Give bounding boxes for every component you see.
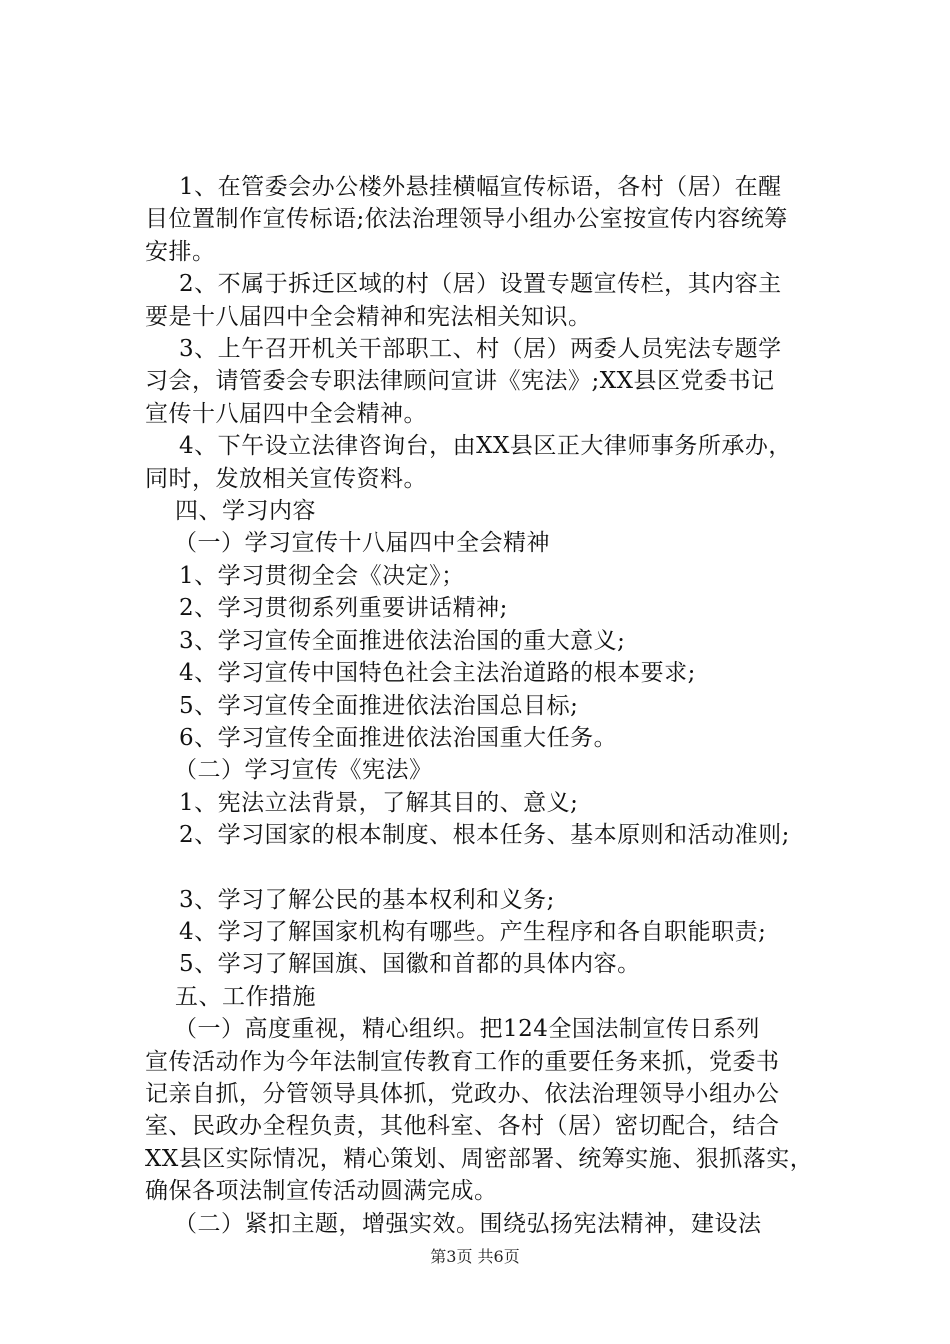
document-line: XX县区实际情况，精心策划、周密部署、统筹实施、狠抓落实， [145, 1145, 814, 1172]
document-line: 6、学习宣传全面推进依法治国重大任务。 [179, 724, 618, 751]
document-line: 2、学习国家的根本制度、根本任务、基本原则和活动准则; [179, 822, 790, 849]
document-line: 安排。 [145, 238, 216, 265]
document-line: 1、学习贯彻全会《决定》； [179, 562, 465, 589]
document-line: 5、学习了解国旗、国徽和首都的具体内容。 [179, 951, 641, 978]
document-line: 要是十八届四中全会精神和宪法相关知识。 [145, 303, 592, 330]
document-line: 3、学习了解公民的基本权利和义务; [179, 886, 555, 913]
page-footer: 第3页 共6页 [430, 1247, 520, 1266]
document-line: （一）学习宣传十八届四中全会精神 [174, 530, 550, 557]
document-line: （二）学习宣传《宪法》 [174, 757, 433, 784]
document-line: 室、民政办全程负责，其他科室、各村（居）密切配合，结合 [145, 1113, 780, 1140]
document-line: 确保各项法制宣传活动圆满完成。 [145, 1178, 498, 1205]
document-line: 4、学习了解国家机构有哪些。产生程序和各自职能职责; [179, 918, 767, 945]
document-line: 5、学习宣传全面推进依法治国总目标; [179, 692, 579, 719]
document-line: 1、在管委会办公楼外悬挂横幅宣传标语，各村（居）在醒 [179, 174, 782, 200]
document-line: 习会，请管委会专职法律顾问宣讲《宪法》;XX县区党委书记 [145, 368, 775, 395]
document-line: 4、学习宣传中国特色社会主法治道路的根本要求; [179, 660, 696, 687]
document-line: 4、下午设立法律咨询台，由XX县区正大律师事务所承办， [179, 433, 792, 460]
document-line: 记亲自抓，分管领导具体抓，党政办、依法治理领导小组办公 [145, 1080, 780, 1107]
document-line: （一）高度重视，精心组织。把124全国法制宣传日系列 [174, 1016, 760, 1043]
document-line: 五、工作措施 [175, 983, 316, 1010]
document-line: 四、学习内容 [175, 498, 316, 525]
blank-line [145, 852, 845, 884]
document-line: 2、不属于拆迁区域的村（居）设置专题宣传栏，其内容主 [179, 271, 782, 298]
document-line: 1、宪法立法背景，了解其目的、意义; [179, 789, 579, 816]
document-line: 目位置制作宣传标语;依法治理领导小组办公室按宣传内容统筹 [145, 206, 788, 233]
document-line: 3、学习宣传全面推进依法治国的重大意义; [179, 627, 626, 654]
document-line: 宣传十八届四中全会精神。 [145, 400, 427, 427]
document-line: 3、上午召开机关干部职工、村（居）两委人员宪法专题学 [179, 336, 782, 363]
document-line: 2、学习贯彻系列重要讲话精神; [179, 595, 508, 622]
document-body [145, 171, 845, 1240]
document-line: 宣传活动作为今年法制宣传教育工作的重要任务来抓，党委书 [145, 1048, 780, 1075]
document-line: （二）紧扣主题，增强实效。围绕弘扬宪法精神，建设法 [174, 1210, 762, 1237]
document-line: 同时，发放相关宣传资料。 [145, 465, 427, 492]
